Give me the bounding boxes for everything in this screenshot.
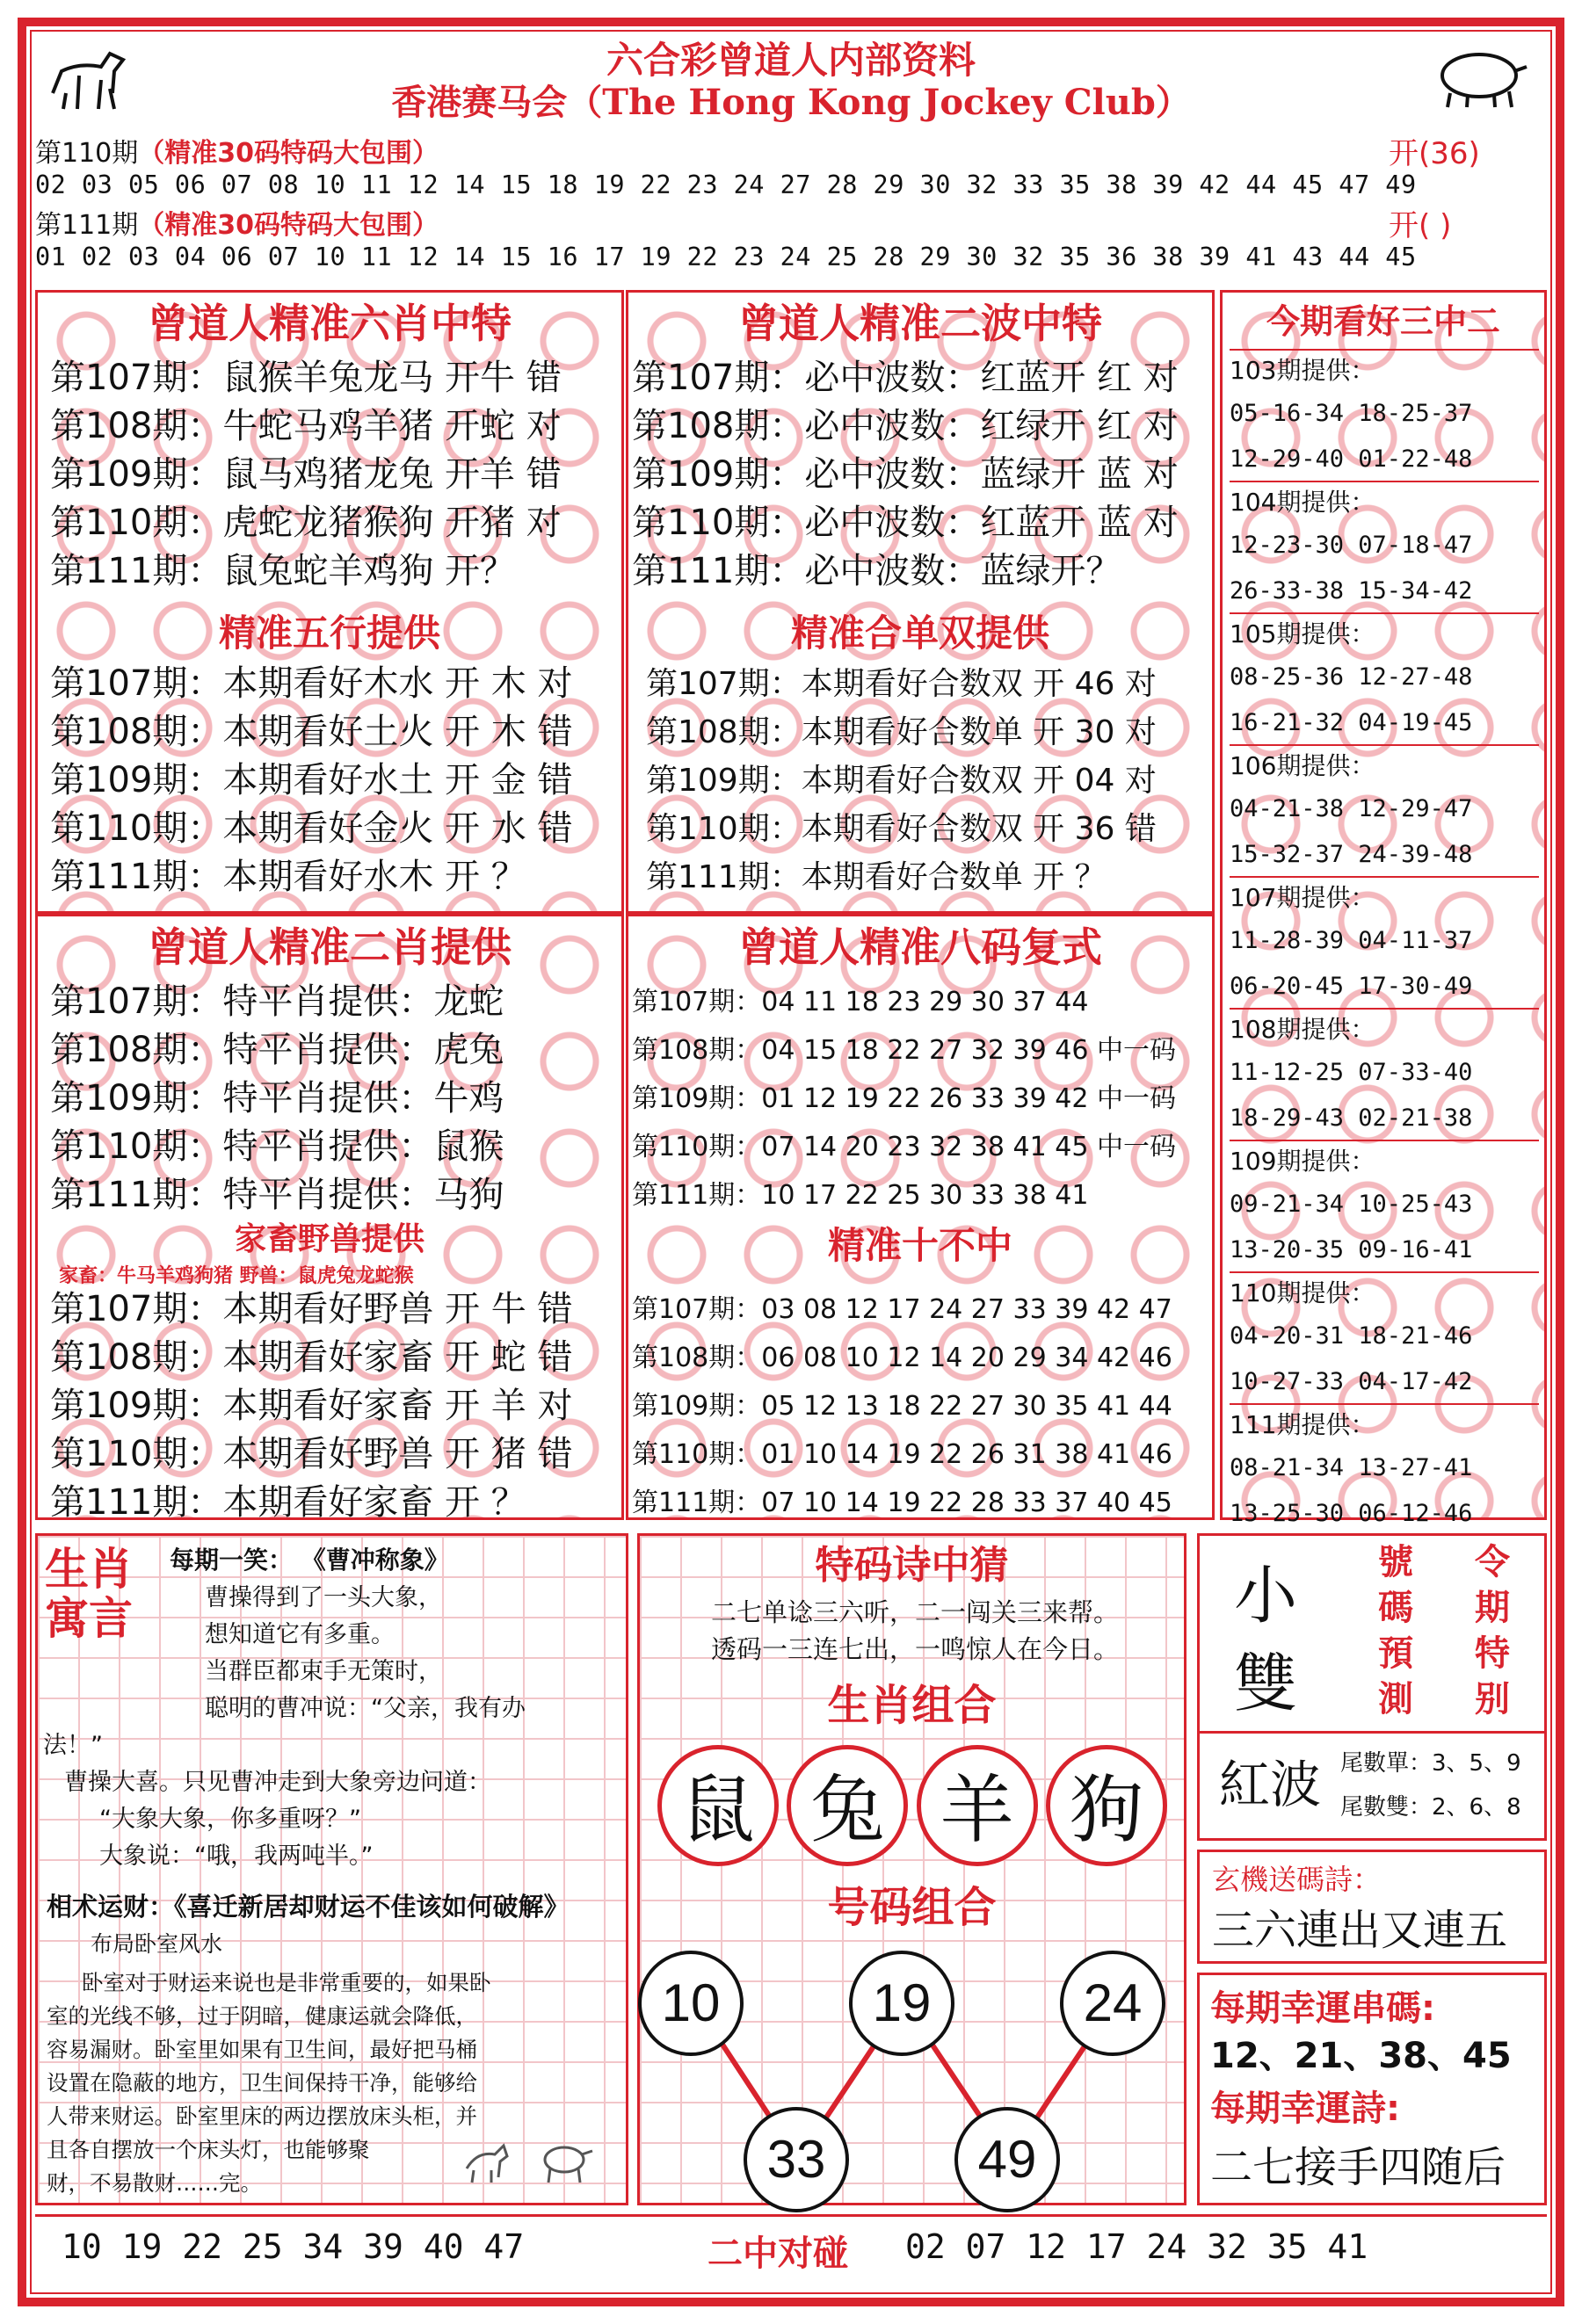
list-item: 104期提供： 12-23-30 07-18-47 26-33-38 15-34-42: [1230, 481, 1539, 612]
ten-miss-rows: [632, 1285, 1172, 1527]
forecast-panel: [1197, 1533, 1547, 1841]
list-item: 第108期：06 08 10 12 14 20 29 34 42 46: [632, 1343, 1172, 1373]
forecast-divider: [1200, 1731, 1544, 1734]
page-subtitle: 香港赛马会（The Hong Kong Jockey Club）: [391, 82, 1191, 123]
eight-codes-panel: [626, 914, 1215, 1520]
zodiac-goat: 羊: [917, 1745, 1038, 1866]
list-item: 第109期：本期看好家畜 开 羊 对: [50, 1386, 573, 1426]
two-wave-panel: [626, 290, 1215, 914]
list-item: 110期提供： 04-20-31 18-21-46 10-27-33 04-17-42: [1230, 1271, 1539, 1403]
joke-text: 曹操得到了一头大象， 想知道它有多重。 当群臣都束手无策时， 聪明的曹冲说：“父亲，我有办 法！” 曹操大喜。只见曹冲走到大象旁边问道： “大象大象，你多重呀？” 大象说：“哦，我两吨半。”: [43, 1584, 526, 1870]
six-zodiac-rows: [50, 354, 562, 596]
list-item: 103期提供： 05-16-34 18-25-37 12-29-40 01-22-48: [1230, 349, 1539, 481]
number-10: 10: [638, 1951, 744, 2056]
bottom-right-numbers: 02 07 12 17 24 32 35 41: [905, 2227, 1368, 2266]
zodiac-rabbit: 兔: [787, 1745, 908, 1866]
forecast-tail-odd: 尾數單：3、5、9: [1340, 1750, 1521, 1777]
zodiac-dog: 狗: [1046, 1745, 1167, 1866]
draw-111-label: 第111期（精准30码特码大包围）: [35, 210, 439, 241]
list-item: 第110期：必中波数：红蓝开 蓝 对: [632, 503, 1179, 543]
list-item: 第111期：07 10 14 19 22 28 33 37 40 45: [632, 1488, 1172, 1518]
mystery-panel: [1197, 1850, 1547, 1964]
forecast-side: 號 令 碼 期 預 特 測 别: [1378, 1541, 1510, 1719]
number-combo-title: 号码组合: [827, 1883, 997, 1932]
joke-heading: 每期一笑： 《曹冲称象》: [170, 1546, 449, 1575]
odd-even-rows: [646, 660, 1157, 901]
two-wave-title: 曾道人精准二波中特: [738, 300, 1102, 347]
number-49: 49: [954, 2107, 1060, 2212]
three-two-panel: [1220, 290, 1547, 1527]
list-item: 第107期：本期看好合数双 开 46 对: [646, 666, 1157, 702]
number-19: 19: [849, 1951, 954, 2056]
lucky-poem-title: 每期幸運詩:: [1210, 2089, 1400, 2129]
list-item: 第110期：07 14 20 23 32 38 41 45 中一码: [632, 1132, 1176, 1162]
draw-110-numbers: 02 03 05 06 07 08 10 11 12 14 15 18 19 22 23 24 27 28 29 30 32 33 35 38 39 42 44 45 47 49: [35, 170, 1417, 199]
list-item: 第109期：本期看好合数双 开 04 对: [646, 763, 1157, 799]
eight-codes-rows: [632, 978, 1176, 1220]
forecast-small: 小: [1233, 1559, 1297, 1633]
lucky-panel: [1197, 1973, 1547, 2205]
domestic-wild-rows: [50, 1285, 573, 1527]
poem-text: 二七单谂三六听，二一闯关三来帮。 透码一三连七出，一鸣惊人在今日。: [710, 1597, 1119, 1664]
list-item: 第109期：01 12 19 22 26 33 39 42 中一码: [632, 1083, 1176, 1114]
list-item: 第108期：特平肖提供：虎兔: [50, 1030, 504, 1070]
list-item: 第110期：01 10 14 19 22 26 31 38 41 46: [632, 1439, 1172, 1470]
joke-panel: [35, 1533, 628, 2205]
lucky-title: 每期幸運串碼:: [1210, 1988, 1435, 2029]
list-item: 第111期：本期看好合数单 开 ？: [646, 859, 1107, 895]
bottom-strip: [35, 2214, 1547, 2278]
domestic-wild-title: 家畜野兽提供: [234, 1221, 425, 1257]
six-zodiac-title: 曾道人精准六肖中特: [148, 300, 512, 347]
list-item: 第107期：本期看好木水 开 木 对: [50, 663, 573, 704]
fable-badge: 生肖寓言: [45, 1543, 133, 1644]
header: [35, 35, 1547, 132]
six-zodiac-panel: [35, 290, 624, 914]
list-item: 第109期：05 12 13 18 22 27 30 35 41 44: [632, 1391, 1172, 1422]
list-item: 第111期：特平肖提供：马狗: [50, 1175, 504, 1215]
five-elements-title: 精准五行提供: [218, 612, 440, 655]
lucky-numbers: 12、21、38、45: [1210, 2036, 1512, 2076]
list-item: 第109期：必中波数：蓝绿开 蓝 对: [632, 454, 1179, 495]
poem-title: 特码诗中猜: [815, 1543, 1009, 1588]
bottom-left-numbers: 10 19 22 25 34 39 40 47: [62, 2227, 525, 2266]
list-item: 第108期：牛蛇马鸡羊猪 开蛇 对: [50, 406, 562, 446]
list-item: 第107期：04 11 18 23 29 30 37 44: [632, 987, 1089, 1017]
draw-111-numbers: 01 02 03 04 06 07 10 11 12 14 15 16 17 19 22 23 24 25 28 29 30 32 35 36 38 39 41 43 44 45: [35, 243, 1417, 271]
list-item: 第110期：本期看好金火 开 水 错: [50, 808, 573, 849]
zodiac-combo: [657, 1745, 1167, 1866]
animal-icon: [460, 2133, 512, 2186]
mystery-text: 三六連出又連五: [1212, 1906, 1508, 1955]
list-item: 第109期：本期看好水土 开 金 错: [50, 760, 573, 800]
list-item: 105期提供： 08-25-36 12-27-48 16-21-32 04-19-45: [1230, 612, 1539, 744]
page-title: 六合彩曾道人内部资料: [606, 39, 976, 82]
list-item: 第107期：鼠猴羊兔龙马 开牛 错: [50, 358, 562, 398]
three-two-title: 今期看好三中二: [1266, 302, 1500, 341]
two-zodiac-title: 曾道人精准二肖提供: [148, 923, 512, 971]
list-item: 106期提供： 04-21-38 12-29-47 15-32-37 24-39-48: [1230, 744, 1539, 876]
list-item: 第111期：必中波数：蓝绿开？: [632, 551, 1121, 591]
poem-panel: [637, 1533, 1186, 2205]
bottom-center-label: 二中对碰: [708, 2234, 848, 2274]
list-item: 第110期：特平肖提供：鼠猴: [50, 1126, 504, 1167]
lucky-poem: 二七接手四随后: [1210, 2143, 1506, 2192]
list-item: 第107期：03 08 12 17 24 27 33 39 42 47: [632, 1294, 1172, 1325]
list-item: 第109期：特平肖提供：牛鸡: [50, 1078, 504, 1119]
two-zodiac-panel: [35, 914, 624, 1523]
draw-110-open: 开(36): [1389, 136, 1480, 171]
three-two-groups: [1230, 349, 1539, 1535]
list-item: 109期提供： 09-21-34 10-25-43 13-20-35 09-16-41: [1230, 1140, 1539, 1271]
two-zodiac-rows: [50, 978, 504, 1220]
list-item: 第108期：本期看好合数单 开 30 对: [646, 714, 1157, 750]
list-item: 第111期：本期看好水木 开 ？: [50, 857, 526, 897]
fortune-title: 相术运财：《喜迁新居却财运不佳该如何破解》: [47, 1892, 570, 1922]
draw-111-open: 开( ): [1389, 208, 1452, 243]
list-item: 第107期：必中波数：红蓝开 红 对: [632, 358, 1179, 398]
five-elements-rows: [50, 660, 573, 901]
list-item: 第107期：特平肖提供：龙蛇: [50, 981, 504, 1022]
forecast-double: 雙: [1233, 1647, 1297, 1720]
domestic-wild-legend: 家畜：牛马羊鸡狗猪 野兽：鼠虎兔龙蛇猴: [59, 1265, 414, 1287]
list-item: 第108期：必中波数：红绿开 红 对: [632, 406, 1179, 446]
list-item: 第109期：鼠马鸡猪龙兔 开羊 错: [50, 454, 562, 495]
two-wave-rows: [632, 354, 1179, 596]
list-item: 第108期：本期看好家畜 开 蛇 错: [50, 1337, 573, 1378]
mystery-title: 玄機送碼詩：: [1212, 1863, 1382, 1896]
list-item: 107期提供： 11-28-39 04-11-37 06-20-45 17-30-49: [1230, 876, 1539, 1008]
list-item: 第110期：虎蛇龙猪猴狗 开猪 对: [50, 503, 562, 543]
list-item: 第108期：本期看好土火 开 木 错: [50, 712, 573, 752]
list-item: 第111期：鼠兔蛇羊鸡狗 开？: [50, 551, 516, 591]
number-24: 24: [1060, 1951, 1165, 2056]
fortune-subtitle: 布局卧室风水: [91, 1931, 223, 1957]
number-33: 33: [744, 2107, 849, 2212]
list-item: 第111期：本期看好家畜 开 ？: [50, 1482, 526, 1523]
list-item: 第108期：04 15 18 22 27 32 39 46 中一码: [632, 1035, 1176, 1066]
forecast-wave: 紅波: [1218, 1755, 1321, 1814]
zodiac-rat: 鼠: [657, 1745, 779, 1866]
zodiac-combo-title: 生肖组合: [827, 1681, 997, 1730]
list-item: 第110期：本期看好野兽 开 猪 错: [50, 1434, 573, 1474]
ten-miss-title: 精准十不中: [827, 1224, 1012, 1267]
draw-110-label: 第110期（精准30码特码大包围）: [35, 138, 439, 169]
forecast-tail-even: 尾數雙：2、6、8: [1340, 1794, 1521, 1821]
list-item: 第110期：本期看好合数双 开 36 错: [646, 811, 1157, 847]
eight-codes-title: 曾道人精准八码复式: [738, 923, 1102, 971]
list-item: 第111期：10 17 22 25 30 33 38 41: [632, 1180, 1089, 1211]
draw-section: [35, 136, 1547, 277]
list-item: 108期提供： 11-12-25 07-33-40 18-29-43 02-21-38: [1230, 1008, 1539, 1140]
list-item: 第107期：本期看好野兽 开 牛 错: [50, 1289, 573, 1329]
animal-icon: [534, 2133, 596, 2186]
fortune-text: 卧室对于财运来说也是非常重要的，如果卧 室的光线不够，过于阴暗，健康运就会降低， 容易漏财。卧室里如果有卫生间，最好把马桶 设置在隐蔽的地方，卫生间保持干净，能够给 人带来财运。卧室里床的两边摆放床头柜，并 且各自摆放一个床头灯，也能够聚 财，不易散财……完。: [47, 1970, 491, 2196]
list-item: 111期提供： 08-21-34 13-27-41 13-25-30 06-12-46: [1230, 1403, 1539, 1535]
odd-even-title: 精准合单双提供: [790, 612, 1049, 655]
